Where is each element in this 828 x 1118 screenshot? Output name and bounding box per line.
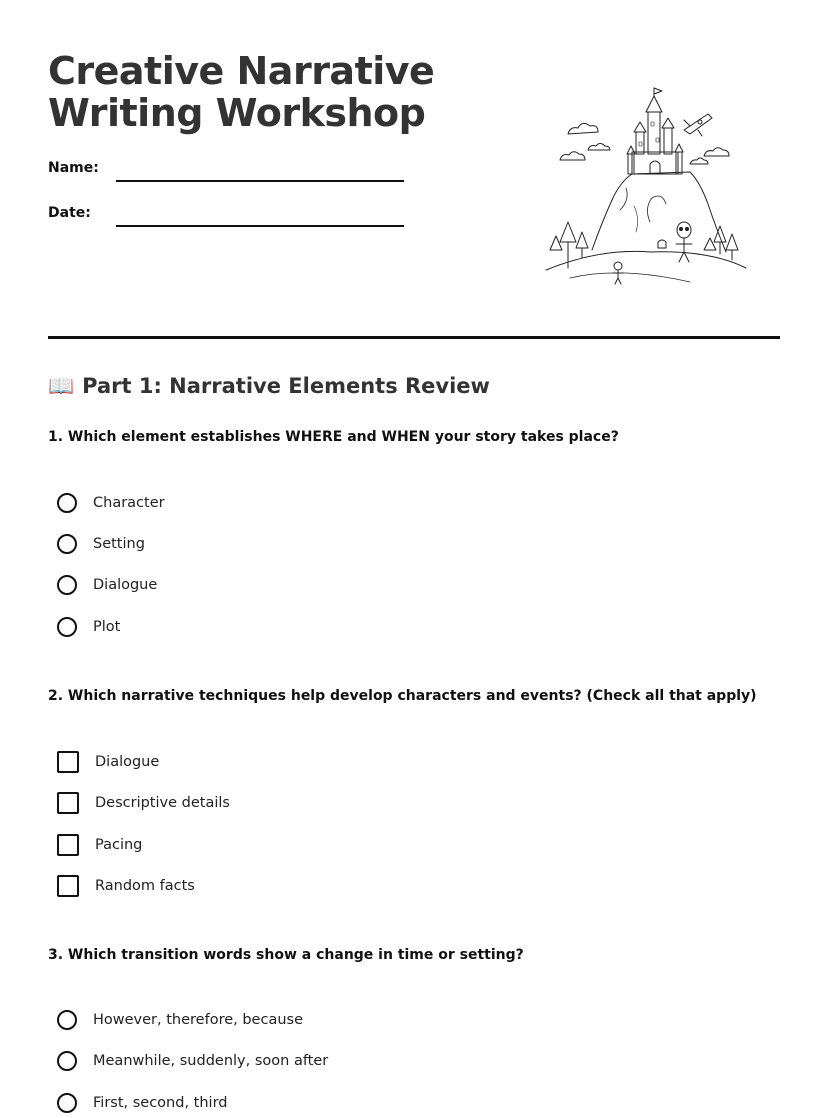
- q2-option-1[interactable]: [57, 750, 159, 774]
- option-label: Descriptive details: [95, 795, 230, 811]
- option-label: Setting: [93, 536, 145, 552]
- title-line-1: Creative Narrative: [48, 49, 435, 93]
- radio-button[interactable]: [57, 534, 77, 554]
- q1-option-2[interactable]: [57, 532, 145, 556]
- question-1: 1. Which element establishes WHERE and WHEN your story takes place?: [48, 429, 619, 445]
- q1-option-4[interactable]: [57, 615, 120, 639]
- option-label: Meanwhile, suddenly, soon after: [93, 1053, 329, 1069]
- radio-button[interactable]: [57, 1010, 77, 1030]
- radio-button[interactable]: [57, 617, 77, 637]
- q2-option-3[interactable]: [57, 833, 142, 857]
- radio-button[interactable]: [57, 1093, 77, 1113]
- worksheet-title: [48, 50, 434, 134]
- option-label: Dialogue: [93, 577, 158, 593]
- q1-option-3[interactable]: [57, 573, 157, 597]
- open-book-icon: 📖: [48, 374, 75, 398]
- section-heading: [48, 374, 490, 399]
- option-label: Character: [93, 495, 165, 511]
- checkbox[interactable]: [57, 751, 79, 773]
- radio-button[interactable]: [57, 1051, 77, 1071]
- section-heading-text: Part 1: Narrative Elements Review: [82, 374, 490, 398]
- q3-option-1[interactable]: [57, 1008, 303, 1032]
- q2-option-2[interactable]: [57, 791, 230, 815]
- q3-option-3[interactable]: [57, 1091, 227, 1115]
- option-label: Pacing: [95, 837, 143, 853]
- checkbox[interactable]: [57, 792, 79, 814]
- header-divider: [48, 336, 780, 339]
- option-label: First, second, third: [93, 1095, 228, 1111]
- radio-button[interactable]: [57, 493, 77, 513]
- name-field[interactable]: [116, 180, 404, 182]
- q2-option-4[interactable]: [57, 874, 195, 898]
- castle-hill-illustration: [540, 82, 752, 292]
- question-2: 2. Which narrative techniques help develop characters and events? (Check all that apply): [48, 688, 757, 704]
- title-line-2: Writing Workshop: [48, 91, 426, 135]
- q1-option-1[interactable]: [57, 491, 165, 515]
- option-label: Random facts: [95, 878, 195, 894]
- checkbox[interactable]: [57, 875, 79, 897]
- question-3: 3. Which transition words show a change in time or setting?: [48, 947, 524, 963]
- checkbox[interactable]: [57, 834, 79, 856]
- option-label: Plot: [93, 619, 121, 635]
- option-label: However, therefore, because: [93, 1012, 304, 1028]
- q3-option-2[interactable]: [57, 1049, 328, 1073]
- date-label: Date:: [48, 205, 91, 221]
- name-label: Name:: [48, 160, 99, 176]
- date-field[interactable]: [116, 225, 404, 227]
- option-label: Dialogue: [95, 754, 160, 770]
- radio-button[interactable]: [57, 575, 77, 595]
